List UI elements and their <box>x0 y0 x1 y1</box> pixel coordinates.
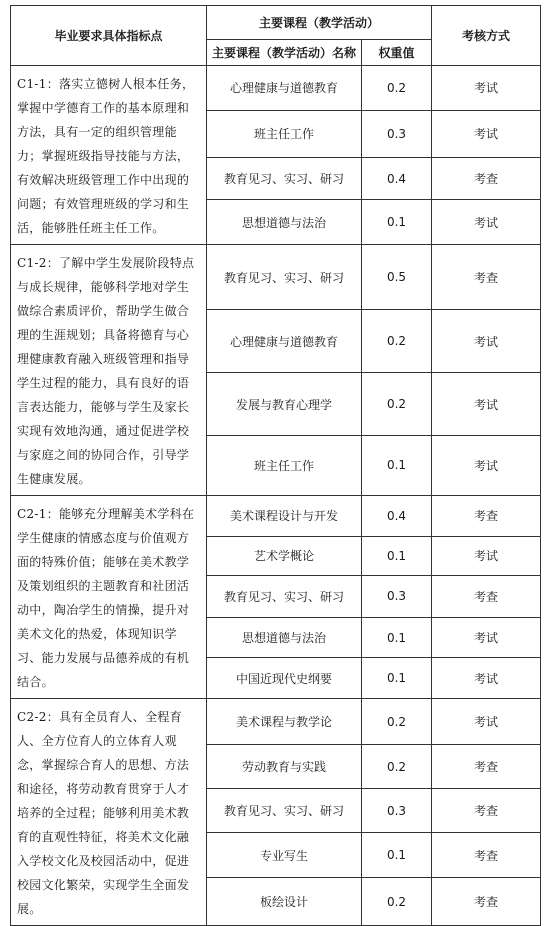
course-name-cell: 班主任工作 <box>207 110 362 157</box>
assessment-cell: 考查 <box>432 833 541 878</box>
course-name-cell: 发展与教育心理学 <box>207 373 362 436</box>
indicator-cell: C2-2：具有全员育人、全程育人、全方位育人的立体育人观念，掌握综合育人的思想、方法和途径，将劳动教育贯穿于人才培养的全过程；能够利用美术教育的直观性特征，将美术文化融入学校文化及校园活动中，促进校园文化繁荣，实现学生全面发展。 <box>11 699 207 926</box>
assessment-cell: 考试 <box>432 699 541 745</box>
assessment-cell: 考试 <box>432 658 541 699</box>
assessment-cell: 考查 <box>432 575 541 617</box>
course-name-cell: 板绘设计 <box>207 878 362 926</box>
course-name-cell: 心理健康与道德教育 <box>207 66 362 111</box>
weight-cell: 0.1 <box>362 435 432 495</box>
weight-header: 权重值 <box>362 40 432 66</box>
course-name-cell: 教育见习、实习、研习 <box>207 245 362 310</box>
assessment-cell: 考试 <box>432 536 541 575</box>
course-name-cell: 美术课程与教学论 <box>207 699 362 745</box>
course-matrix-table <box>10 5 541 926</box>
course-name-cell: 专业写生 <box>207 833 362 878</box>
weight-cell: 0.2 <box>362 878 432 926</box>
course-name-cell: 教育见习、实习、研习 <box>207 157 362 199</box>
assessment-cell: 考试 <box>432 435 541 495</box>
weight-cell: 0.3 <box>362 110 432 157</box>
table-row <box>11 496 541 537</box>
assessment-cell: 考试 <box>432 110 541 157</box>
course-name-cell: 思想道德与法治 <box>207 200 362 245</box>
course-name-cell: 美术课程设计与开发 <box>207 496 362 537</box>
assessment-cell: 考查 <box>432 878 541 926</box>
assessment-cell: 考查 <box>432 157 541 199</box>
weight-cell: 0.2 <box>362 699 432 745</box>
assessment-cell: 考查 <box>432 245 541 310</box>
assessment-cell: 考试 <box>432 66 541 111</box>
table-row <box>11 245 541 310</box>
course-name-cell: 劳动教育与实践 <box>207 745 362 789</box>
weight-cell: 0.1 <box>362 536 432 575</box>
assessment-cell: 考试 <box>432 617 541 658</box>
weight-cell: 0.1 <box>362 200 432 245</box>
weight-cell: 0.3 <box>362 789 432 833</box>
course-group-header: 主要课程（教学活动） <box>207 6 432 40</box>
weight-cell: 0.2 <box>362 373 432 436</box>
indicator-cell: C1-2：了解中学生发展阶段特点与成长规律，能够科学地对学生做综合素质评价，帮助学生做合理的生涯规划；具备将德育与心理健康教育融入班级管理和指导学生过程的能力，具有良好的语言表达能力，能够与学生及家长实现有效地沟通，通过促进学校与家庭之间的协同合作，引导学生健康发展。 <box>11 245 207 496</box>
course-name-cell: 艺术学概论 <box>207 536 362 575</box>
header-row-1 <box>11 6 541 40</box>
weight-cell: 0.5 <box>362 245 432 310</box>
course-name-cell: 中国近现代史纲要 <box>207 658 362 699</box>
table-row <box>11 699 541 745</box>
weight-cell: 0.1 <box>362 833 432 878</box>
assessment-cell: 考查 <box>432 789 541 833</box>
assessment-cell: 考试 <box>432 200 541 245</box>
weight-cell: 0.4 <box>362 496 432 537</box>
indicator-cell: C1-1：落实立德树人根本任务，掌握中学德育工作的基本原理和方法，具有一定的组织管理能力；掌握班级指导技能与方法，有效解决班级管理工作中出现的问题；有效管理班级的学习和生活，能够胜任班主任工作。 <box>11 66 207 245</box>
course-name-cell: 心理健康与道德教育 <box>207 310 362 373</box>
weight-cell: 0.4 <box>362 157 432 199</box>
course-name-cell: 教育见习、实习、研习 <box>207 575 362 617</box>
assessment-cell: 考查 <box>432 496 541 537</box>
weight-cell: 0.2 <box>362 745 432 789</box>
assessment-cell: 考试 <box>432 310 541 373</box>
course-name-cell: 教育见习、实习、研习 <box>207 789 362 833</box>
weight-cell: 0.1 <box>362 617 432 658</box>
table-body <box>11 6 541 926</box>
indicator-header: 毕业要求具体指标点 <box>11 6 207 66</box>
assessment-cell: 考查 <box>432 745 541 789</box>
table-row <box>11 66 541 111</box>
indicator-cell: C2-1：能够充分理解美术学科在学生健康的情感态度与价值观方面的特殊价值；能够在美术教学及策划组织的主题教育和社团活动中，陶冶学生的情操，提升对美术文化的热爱，体现知识学习、能力发展与品德养成的有机结合。 <box>11 496 207 699</box>
course-name-cell: 思想道德与法治 <box>207 617 362 658</box>
weight-cell: 0.2 <box>362 310 432 373</box>
course-name-header: 主要课程（教学活动）名称 <box>207 40 362 66</box>
assessment-cell: 考试 <box>432 373 541 436</box>
weight-cell: 0.2 <box>362 66 432 111</box>
weight-cell: 0.1 <box>362 658 432 699</box>
assessment-header: 考核方式 <box>432 6 541 66</box>
weight-cell: 0.3 <box>362 575 432 617</box>
course-name-cell: 班主任工作 <box>207 435 362 495</box>
